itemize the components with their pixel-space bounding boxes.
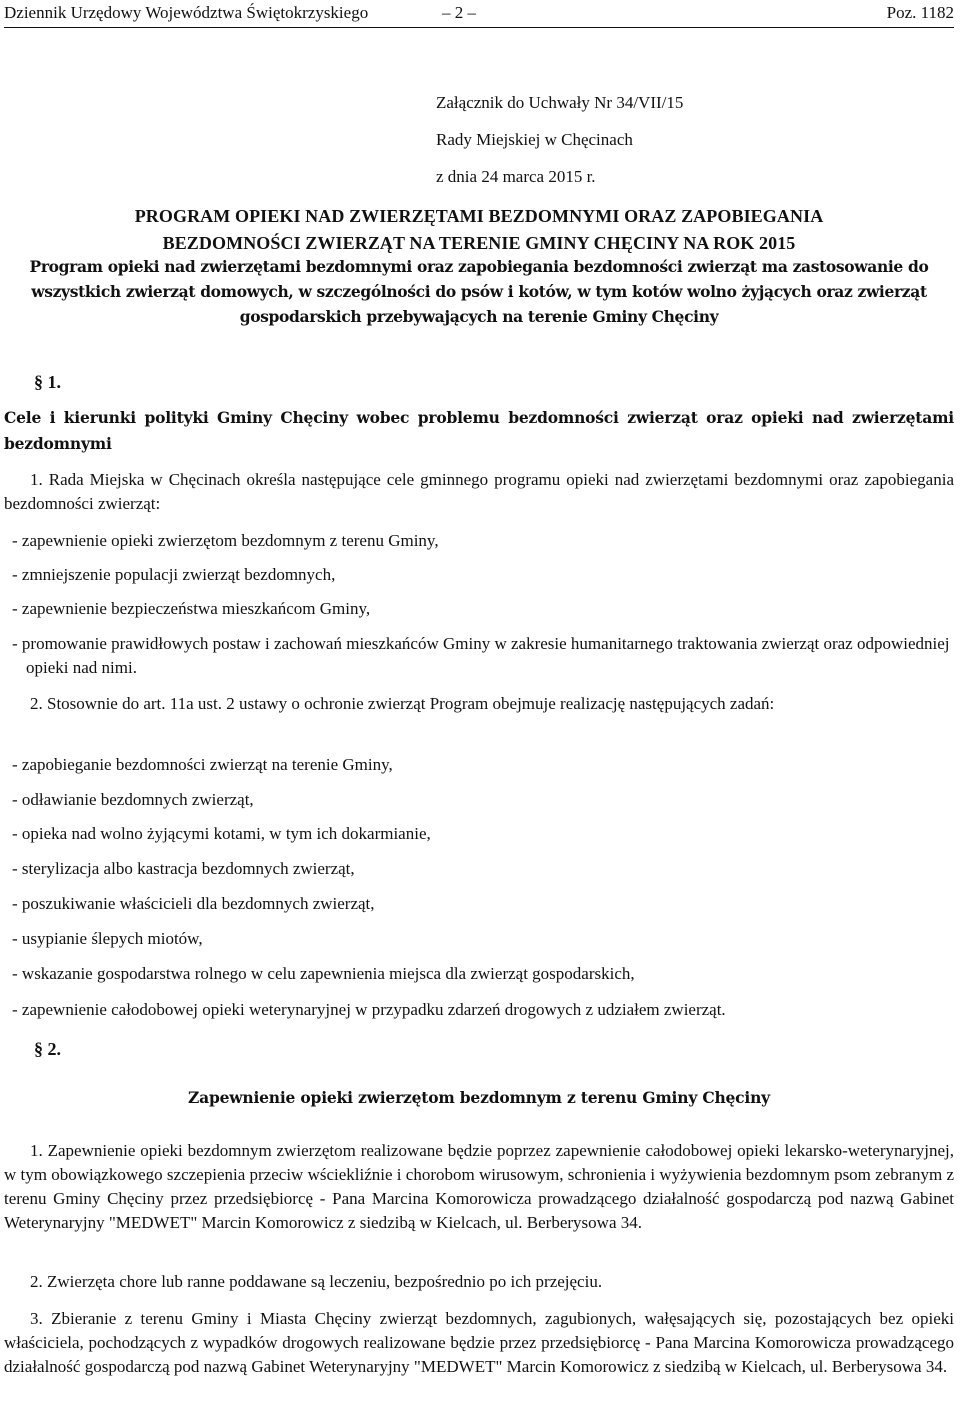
- section-2-paragraph-2: 2. Zwierzęta chore lub ranne poddawane są leczeniu, bezpośrednio po ich przejęciu.: [30, 1272, 603, 1291]
- task-item: - odławianie bezdomnych zwierząt,: [12, 790, 254, 809]
- program-title-line-2: BEZDOMNOŚCI ZWIERZĄT NA TERENIE GMINY CHĘCINY NA ROK 2015: [162, 233, 796, 253]
- task-item: - zapewnienie całodobowej opieki weterynaryjnej w przypadku zdarzeń drogowych z udziałem zwierząt.: [12, 1000, 726, 1019]
- goal-item: - promowanie prawidłowych postaw i zachowań mieszkańców Gminy w zakresie humanitarnego traktowania zwierząt oraz odpowiedniej opieki nad nimi.: [12, 634, 950, 677]
- section-2-mark: § 2.: [34, 1039, 61, 1059]
- section-2-heading: Zapewnienie opieki zwierzętom bezdomnym z terenu Gminy Chęciny: [187, 1088, 770, 1107]
- section-1-heading: Cele i kierunki polityki Gminy Chęciny wobec problemu bezdomności zwierząt oraz opieki nad zwierzętami bezdomnymi: [4, 408, 954, 453]
- section-2-paragraph-1: 1. Zapewnienie opieki bezdomnym zwierzętom realizowane będzie poprzez zapewnienie całodobowej opieki lekarsko-weterynaryjnej, w tym obowiązkowego szczepienia przeciw wściekliźnie i chorobom wirusowym, schronienia i wyżywienia bezdomnym psom zebranym z terenu Gminy Chęciny przez przedsiębiorcę - Pana Marcina Komorowicza prowadzącego działalność gospodarczą pod nazwą Gabinet Weterynaryjny "MEDWET" Marcin Komorowicz z siedzibą w Kielcach, ul. Berberysowa 34.: [4, 1141, 954, 1232]
- section-1-paragraph-1: 1. Rada Miejska w Chęcinach określa następujące cele gminnego programu opieki nad zwierzętami bezdomnymi oraz zapobiegania bezdomności zwierząt:: [4, 470, 954, 513]
- section-2-paragraph-3: 3. Zbieranie z terenu Gminy i Miasta Chęciny zwierząt bezdomnych, zagubionych, wałęsających się, pozostających bez opieki właściciela, pochodzących z wypadków drogowych realizowane będzie przez przedsiębiorcę - Pana Marcina Komorowicza prowadzącego działalność gospodarczą pod nazwą Gabinet Weterynaryjny "MEDWET" Marcin Komorowicz z siedzibą w Kielcach, ul. Berberysowa 34.: [4, 1309, 954, 1376]
- program-scope: Program opieki nad zwierzętami bezdomnymi oraz zapobiegania bezdomności zwierząt ma zastosowanie do wszystkich zwierząt domowych, w szczególności do psów i kotów, w tym kotów wolno żyjących oraz zwierząt gospodarskich przebywających na terenie Gminy Chęciny: [29, 257, 929, 326]
- goal-item: - zapewnienie opieki zwierzętom bezdomnym z terenu Gminy,: [12, 531, 439, 550]
- position-number: Poz. 1182: [886, 3, 954, 22]
- page-header: [4, 2, 954, 24]
- header-divider: [4, 27, 954, 28]
- annex-line-date: z dnia 24 marca 2015 r.: [436, 167, 596, 186]
- section-1-mark: § 1.: [34, 372, 61, 392]
- annex-block: [436, 84, 683, 195]
- journal-name: Dziennik Urzędowy Województwa Świętokrzyskiego: [4, 3, 369, 22]
- program-title: [4, 203, 954, 257]
- program-title-line-1: PROGRAM OPIEKI NAD ZWIERZĘTAMI BEZDOMNYMI ORAZ ZAPOBIEGANIA: [134, 206, 824, 226]
- task-item: - wskazanie gospodarstwa rolnego w celu zapewnienia miejsca dla zwierząt gospodarskich,: [12, 964, 635, 983]
- annex-line-resolution: Załącznik do Uchwały Nr 34/VII/15: [436, 93, 684, 112]
- annex-line-council: Rady Miejskiej w Chęcinach: [436, 130, 633, 149]
- task-item: - zapobieganie bezdomności zwierząt na terenie Gminy,: [12, 755, 393, 774]
- task-item: - poszukiwanie właścicieli dla bezdomnych zwierząt,: [12, 894, 375, 913]
- goal-item: - zapewnienie bezpieczeństwa mieszkańcom Gminy,: [12, 599, 371, 618]
- page-number: – 2 –: [442, 3, 476, 22]
- task-item: - sterylizacja albo kastracja bezdomnych zwierząt,: [12, 859, 355, 878]
- task-item: - usypianie ślepych miotów,: [12, 929, 203, 948]
- task-item: - opieka nad wolno żyjącymi kotami, w tym ich dokarmianie,: [12, 824, 431, 843]
- section-1-paragraph-2: 2. Stosownie do art. 11a ust. 2 ustawy o ochronie zwierząt Program obejmuje realizację następujących zadań:: [30, 694, 775, 713]
- goal-item: - zmniejszenie populacji zwierząt bezdomnych,: [12, 565, 336, 584]
